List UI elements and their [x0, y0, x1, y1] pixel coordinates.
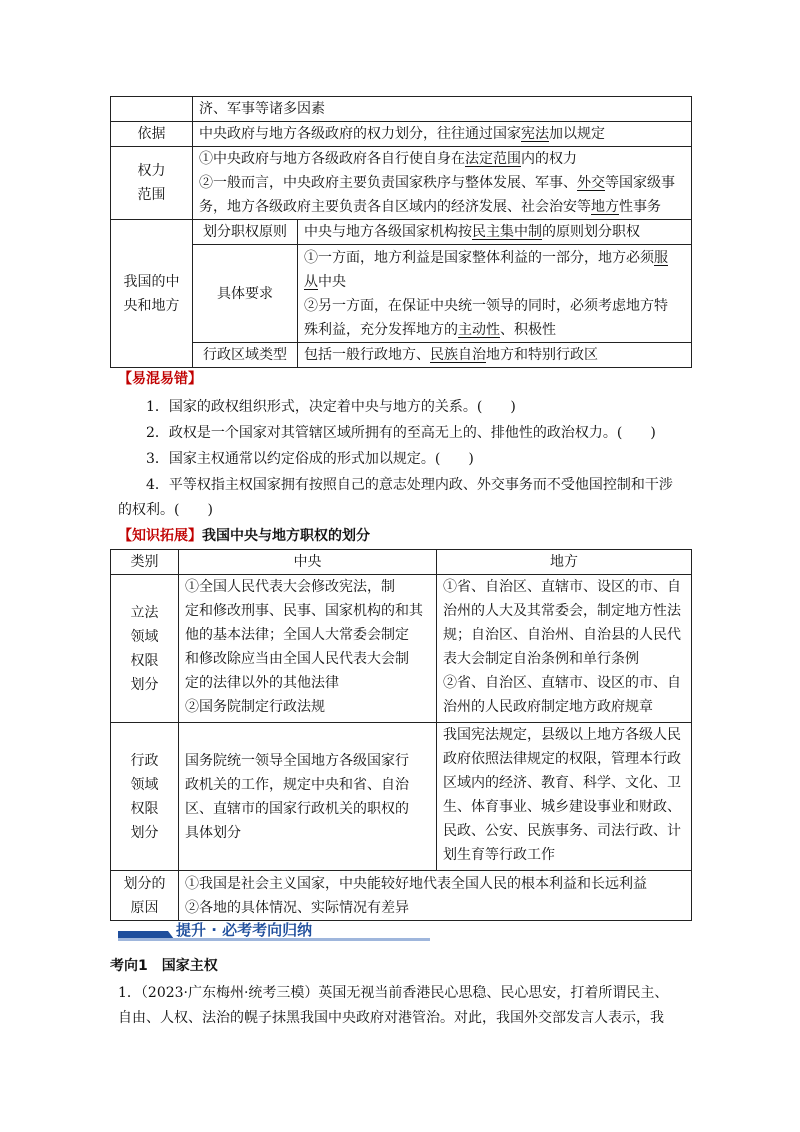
text: 地方和特别行政区: [486, 347, 598, 363]
underlined-text: 地方: [591, 199, 619, 215]
underlined-text: 法定范围: [465, 151, 521, 167]
text: 治州的人大及其常委会，制定地方性法: [443, 603, 681, 619]
header-lb: 类别: [111, 550, 179, 575]
kaoxiang-title: 考向1 国家主权: [110, 958, 218, 974]
text: 务，地方各级政府主要负责各自区域内的经济发展、社会治安等: [199, 199, 591, 215]
text: ②各地的具体情况、实际情况有差异: [185, 899, 409, 916]
text: 划分: [130, 824, 159, 841]
text: 治州的人民政府制定地方政府规章: [443, 699, 653, 715]
cell-empty: [111, 97, 193, 122]
text: ①中央政府与地方各级政府各自行使自身在: [199, 151, 465, 167]
text: ②另一方面，在保证中央统一领导的同时，必须考虑地方特: [304, 297, 668, 314]
question-4b: 的权利。( ): [118, 502, 213, 518]
cell-yuanyin: [179, 871, 692, 921]
label-huafen: 划分职权原则: [193, 220, 298, 245]
text: ②国务院制定行政法规: [185, 699, 325, 715]
underlined-text: 民主集中制: [472, 224, 542, 240]
text: 中央与地方各级国家机构按: [304, 224, 472, 240]
text: 规；自治区、自治州、自治县的人民代: [443, 627, 681, 643]
text: ①省、自治区、直辖市、设区的市、自: [443, 579, 681, 595]
cell-huafen: [298, 220, 692, 245]
text: 我国宪法规定，县级以上地方各级人民: [443, 727, 681, 743]
question-3: 3．国家主权通常以约定俗成的形式加以规定。( ): [146, 451, 474, 467]
underlined-text: 外交: [577, 175, 605, 191]
cell-lifa-zy: [179, 575, 437, 723]
label-juti: 具体要求: [193, 245, 298, 343]
label-xingzheng: 行政区域类型: [193, 343, 298, 368]
text: 权限: [130, 652, 159, 669]
text: 政机关的工作，规定中央和省、自治: [185, 776, 409, 793]
label-xingzheng2: [111, 723, 179, 871]
text: 【知识拓展】: [118, 528, 202, 544]
label-yuanyin: [111, 871, 179, 921]
question-text-2: 自由、人权、法治的幌子抹黑我国中央政府对港管治。对此，我国外交部发言人表示，我: [118, 1010, 664, 1026]
table-central-local: [110, 96, 692, 368]
text: ①我国是社会主义国家，中央能较好地代表全国人民的根本利益和长远利益: [185, 875, 647, 892]
text: 生、体育事业、城乡建设事业和财政、: [443, 799, 681, 815]
question-4a: 4．平等权指主权国家拥有按照自己的意志处理内政、外交事务而不受他国控制和干涉: [146, 477, 673, 493]
label-yiju: 依据: [111, 122, 193, 147]
text: 民政、公安、民族事务、司法行政、计: [443, 823, 681, 839]
section-title-zstz: [118, 525, 370, 545]
text: 领域: [130, 776, 159, 793]
underlined-text: 宪法: [521, 126, 549, 142]
cell-xingzheng: [298, 343, 692, 368]
question-2: 2．政权是一个国家对其管辖区域所拥有的至高无上的、排他性的政治权力。( ): [146, 425, 656, 441]
text: 行政: [130, 752, 159, 769]
text: 、积极性: [500, 321, 556, 338]
text: ①全国人民代表大会修改宪法，制: [185, 579, 395, 595]
text: 殊利益，充分发挥地方的: [304, 321, 458, 338]
text: 表大会制定自治条例和单行条例: [443, 651, 639, 667]
text: 的原则划分职权: [542, 224, 640, 240]
text: 权限: [130, 800, 159, 817]
text: 等国家级事: [605, 175, 675, 191]
text: 范围: [137, 187, 166, 203]
header-df: 地方: [437, 550, 692, 575]
table-division: [110, 549, 692, 921]
text: ②省、自治区、直辖市、设区的市、自: [443, 675, 681, 691]
text: ①一方面，地方利益是国家整体利益的一部分，地方必须: [304, 249, 654, 266]
text: 区、直辖市的国家行政机关的职权的: [185, 800, 409, 817]
section-title-yhyc: 【易混易错】: [118, 371, 202, 387]
text: 定和修改刑事、民事、国家机构的和其: [185, 603, 423, 619]
text: 国务院统一领导全国地方各级国家行: [185, 752, 409, 769]
cell-juti: [298, 245, 692, 343]
text: 划分的: [123, 875, 166, 892]
text: 定的法律以外的其他法律: [185, 675, 339, 691]
text: 立法: [130, 604, 159, 621]
text: 原因: [130, 899, 159, 916]
text: 包括一般行政地方、: [304, 347, 430, 363]
section-banner: [118, 919, 430, 941]
label-lifa: [111, 575, 179, 723]
question-text-1: 1．（2023·广东梅州·统考三模）英国无视当前香港民心思稳、民心思安，打着所谓民主、: [118, 985, 669, 1001]
cell-yiju: [193, 122, 692, 147]
question-1: 1．国家的政权组织形式，决定着中央与地方的关系。( ): [146, 399, 516, 415]
text: 权力: [137, 163, 166, 179]
text: 内的权力: [521, 151, 577, 167]
text: 他的基本法律；全国人大常委会制定: [185, 627, 409, 643]
cell-xingzheng-zy: [179, 723, 437, 871]
text: 区域内的经济、教育、科学、文化、卫: [443, 775, 681, 791]
text: 领域: [130, 628, 159, 645]
text: 我国的中: [123, 273, 180, 290]
underlined-text: 主动性: [458, 321, 500, 338]
text: 中央政府与地方各级政府的权力划分，往往通过国家: [199, 126, 521, 142]
text: 划分: [130, 676, 159, 693]
text: 我国中央与地方职权的划分: [202, 528, 370, 544]
text: ②一般而言，中央政府主要负责国家秩序与整体发展、军事、: [199, 175, 577, 191]
text: 政府依照法律规定的权限，管理本行政: [443, 751, 681, 767]
text: 具体划分: [185, 824, 241, 841]
text: 中央: [318, 273, 346, 290]
text: 央和地方: [123, 297, 180, 314]
cell-lifa-df: [437, 575, 692, 723]
text: 加以规定: [549, 126, 605, 142]
cell-row0: 济、军事等诸多因素: [193, 97, 692, 122]
cell-quanli: [193, 147, 692, 220]
text: 性事务: [619, 199, 661, 215]
cell-xingzheng-df: [437, 723, 692, 871]
text: 划生育等行政工作: [443, 847, 555, 863]
text: 和修改除应当由全国人民代表大会制: [185, 651, 409, 667]
underlined-text: 从: [304, 273, 318, 290]
header-zy: 中央: [179, 550, 437, 575]
label-zhongyang-difang: [111, 220, 193, 368]
label-quanli: [111, 147, 193, 220]
banner-text: 提升 · 必考考向归纳: [176, 921, 313, 939]
underlined-text: 服: [654, 249, 668, 266]
underlined-text: 民族自治: [430, 347, 486, 363]
